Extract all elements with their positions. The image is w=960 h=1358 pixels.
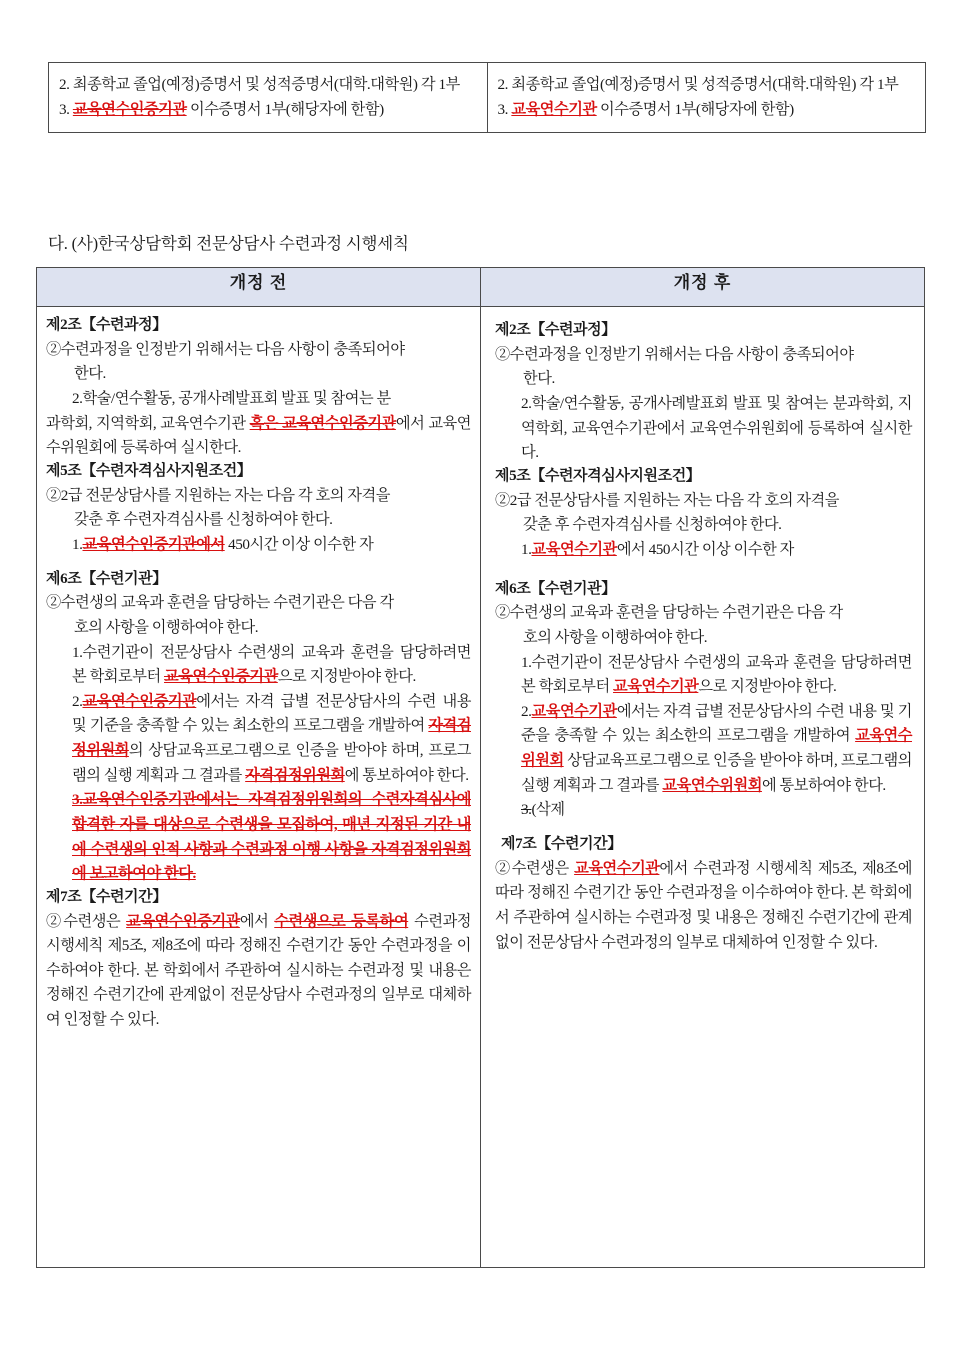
text-run: 의 상담교육프로그램으로 인증을 받아야 하며, 프로그램의 실행 계획과 그 결과를 <box>72 742 471 784</box>
before-article-6-title: 제6조【수련기관】 <box>46 570 167 587</box>
inserted-term: 교육연수기관 <box>613 678 699 696</box>
spacer <box>46 558 471 569</box>
inserted-term: 교육연수위원회 <box>662 776 762 794</box>
inserted-term: 교육연수기관 <box>531 702 617 720</box>
item-number: 3. <box>59 100 70 118</box>
item-number: 1. <box>521 540 532 558</box>
text-run: 1.수련기관이 전문상담사 수련생의 교육과 훈련을 담당하려면 본 학회로부터 <box>72 643 471 686</box>
deleted-term: 자격검정위원회 <box>245 766 345 784</box>
before-article-6-item-1 <box>46 641 471 690</box>
before-article-5-item-1 <box>46 533 471 558</box>
text-run: 에서 수련과정 시행세칙 제5조, 제8조에 따라 정해진 수련기간 동안 수련과정을 이수하여야 한다. 본 학회에서 주관하여 실시하는 수련과정 및 내용은 정해진 수련기간에 관계없이 전문상담사 수련과정의 일부로 대체하여 인정할 수 있다. <box>495 859 912 951</box>
text-run: 수련과정 시행세칙 제5조, 제8조에 따라 정해진 수련기간 동안 수련과정을 이수하여야 한다. 본 학회에서 주관하여 실시하는 수련과정 및 내용은 정해진 수련기간에 관계없이 전문상담사 수련과정의 일부로 대체하여 인정할 수 있다. <box>46 912 472 1028</box>
top-comparison-table <box>48 62 926 133</box>
text-run: 과학회, 지역학회, 교육연수기관 <box>46 414 250 432</box>
before-article-5-title: 제5조【수련자격심사지원조건】 <box>46 462 252 479</box>
item-number: 2. <box>521 702 532 720</box>
revision-comparison-table <box>36 267 925 1268</box>
inserted-term: 교육연수기관 <box>511 100 597 118</box>
before-article-2-item-2 <box>46 387 471 412</box>
before-article-6-para-a: ②수련생의 교육과 훈련을 담당하는 수련기관은 다음 각 <box>46 594 394 612</box>
text-run: 에서는 자격 급별 전문상담사의 수련 내용 및 기준을 충족할 수 있는 최소한의 프로그램을 개발하여 <box>72 692 471 735</box>
text-run: ②수련생은 <box>46 912 127 930</box>
deleted-term: 교육연수인증기관 <box>82 692 197 710</box>
text-run: 에서 교육연수위원회에 등록하여 실시한다. <box>46 414 472 457</box>
before-article-6-para-b: 호의 사항을 이행하여야 한다. <box>74 618 259 636</box>
top-right-item-3 <box>498 98 916 123</box>
table-header-row <box>37 268 925 307</box>
item-number: 2. <box>72 692 83 710</box>
text-run: 에 통보하여야 한다. <box>344 766 469 784</box>
item-text: 이수증명서 1부(해당자에 한함) <box>596 100 794 118</box>
text-run: 으로 지정받아야 한다. <box>277 668 416 686</box>
inserted-term: 교육연수기관 <box>531 540 617 558</box>
after-article-5-para-a: ②2급 전문상담사를 지원하는 자는 다음 각 호의 자격을 <box>495 491 839 509</box>
before-column-body <box>37 307 480 1039</box>
before-article-6-item-3-deleted: 3.교육연수인증기관에서는 자격검정위원회의 수련자격심사에 합격한 자를 대상으로 수련생을 모집하여, 매년 지정된 기간 내에 수련생의 인적 사항과 수련과정 이행 사항을 자격검정위원회에 보고하여야 한다. <box>72 791 471 883</box>
before-column-cell <box>37 307 481 1268</box>
deleted-term: 교육연수인증기관에서 <box>82 535 225 553</box>
item-number: 1. <box>72 535 83 553</box>
item-text: 최종학교 졸업(예정)증명서 및 성적증명서(대학.대학원) 각 1부 <box>72 76 460 93</box>
item-text: 이수증명서 1부(해당자에 한함) <box>186 100 384 118</box>
spacer <box>495 823 912 834</box>
after-column-body <box>481 307 924 961</box>
deleted-term: 교육연수인증기관 <box>72 100 187 118</box>
after-article-2-item-2: 2.학술/연수활동, 공개사례발표회 발표 및 참여는 분과학회, 지역학회, 교육연수기관에서 교육연수위원회에 등록하여 실시한다. <box>521 395 912 462</box>
after-article-6-item-2 <box>495 700 912 799</box>
before-article-2-para-b: 한다. <box>74 365 106 383</box>
before-article-7-para <box>46 910 471 1033</box>
item-text: 최종학교 졸업(예정)증명서 및 성적증명서(대학.대학원) 각 1부 <box>511 76 899 93</box>
after-article-2-title: 제2조【수련과정】 <box>495 322 616 338</box>
top-left-item-3 <box>59 98 477 123</box>
before-article-7-title: 제7조【수련기간】 <box>46 888 167 905</box>
top-left-item-2 <box>59 73 477 98</box>
text-run: 에서는 자격 급별 전문상담사의 수련 내용 및 기준을 충족할 수 있는 최소한의 프로그램을 개발하여 <box>521 702 912 745</box>
text-run: 상담교육프로그램으로 인증을 받아야 하며, 프로그램의 실행 계획과 그 결과를 <box>521 752 912 794</box>
deleted-term: 혹은 교육연수인증기관 <box>249 414 396 432</box>
after-article-6-para-a: ②수련생의 교육과 훈련을 담당하는 수련기관은 다음 각 <box>495 604 843 622</box>
deleted-term: 수련생으로 등록하여 <box>274 912 409 930</box>
after-article-6-item-3-deleted-note <box>495 798 912 823</box>
text-run: 에서 <box>239 912 275 930</box>
inserted-term: 교육연수위원회 <box>521 727 912 769</box>
inserted-term: 교육연수기관 <box>574 859 660 877</box>
after-article-6-para-b: 호의 사항을 이행하여야 한다. <box>523 628 708 646</box>
spacer <box>495 563 912 579</box>
item-number: 2. <box>497 76 508 93</box>
before-article-5-para-b: 갖춘 후 수련자격심사를 신청하여야 한다. <box>74 511 333 529</box>
deleted-term: 교육연수인증기관 <box>164 668 278 686</box>
after-column-cell <box>481 307 925 1268</box>
text-run: (삭제 <box>531 801 565 819</box>
text-run: 에서 450시간 이상 이수한 자 <box>616 540 794 558</box>
deleted-term: 자격검정위원회 <box>72 717 471 759</box>
before-article-2-item-2-cont <box>46 412 471 461</box>
text-run: ②수련생은 <box>495 859 575 877</box>
top-table-right-cell <box>487 63 926 133</box>
top-right-item-2 <box>498 73 916 98</box>
after-article-2-para-a: ②수련과정을 인정받기 위해서는 다음 사항이 충족되어야 <box>495 345 854 363</box>
column-header-after: 개정 후 <box>481 268 925 307</box>
text-run: 으로 지정받아야 한다. <box>698 678 837 696</box>
top-table-left-cell <box>49 63 488 133</box>
text-run: 450시간 이상 이수한 자 <box>224 535 374 553</box>
item-number: 2. <box>59 76 70 93</box>
text-run: 에 통보하여야 한다. <box>761 776 886 794</box>
after-article-5-para-b: 갖춘 후 수련자격심사를 신청하여야 한다. <box>523 516 782 534</box>
text-run: 1.수련기관이 전문상담사 수련생의 교육과 훈련을 담당하려면 본 학회로부터 <box>521 653 912 696</box>
item-number: 3. <box>497 100 508 118</box>
before-article-5-para-a: ②2급 전문상담사를 지원하는 자는 다음 각 호의 자격을 <box>46 486 390 504</box>
after-article-5-item-1 <box>495 538 912 563</box>
after-article-5-title: 제5조【수련자격심사지원조건】 <box>495 467 701 484</box>
table-row <box>37 307 925 1268</box>
after-article-2-para-b: 한다. <box>523 370 555 388</box>
after-article-7-title: 제7조【수련기간】 <box>501 835 622 852</box>
after-article-6-item-1 <box>495 651 912 700</box>
table-row <box>49 63 926 133</box>
after-article-7-para <box>495 857 912 956</box>
item-number: 3. <box>521 801 532 819</box>
column-header-before: 개정 전 <box>37 268 481 307</box>
before-article-6-item-2 <box>46 690 471 789</box>
text-run: 2.학술/연수활동, 공개사례발표회 발표 및 참여는 분 <box>72 390 391 407</box>
before-article-2-title: 제2조【수련과정】 <box>46 317 167 333</box>
before-article-2-para-a: ②수련과정을 인정받기 위해서는 다음 사항이 충족되어야 <box>46 340 405 358</box>
deleted-term: 교육연수인증기관 <box>126 912 240 930</box>
after-article-6-title: 제6조【수련기관】 <box>495 580 616 597</box>
section-heading: 다. (사)한국상담학회 전문상담사 수련과정 시행세칙 <box>48 234 409 253</box>
